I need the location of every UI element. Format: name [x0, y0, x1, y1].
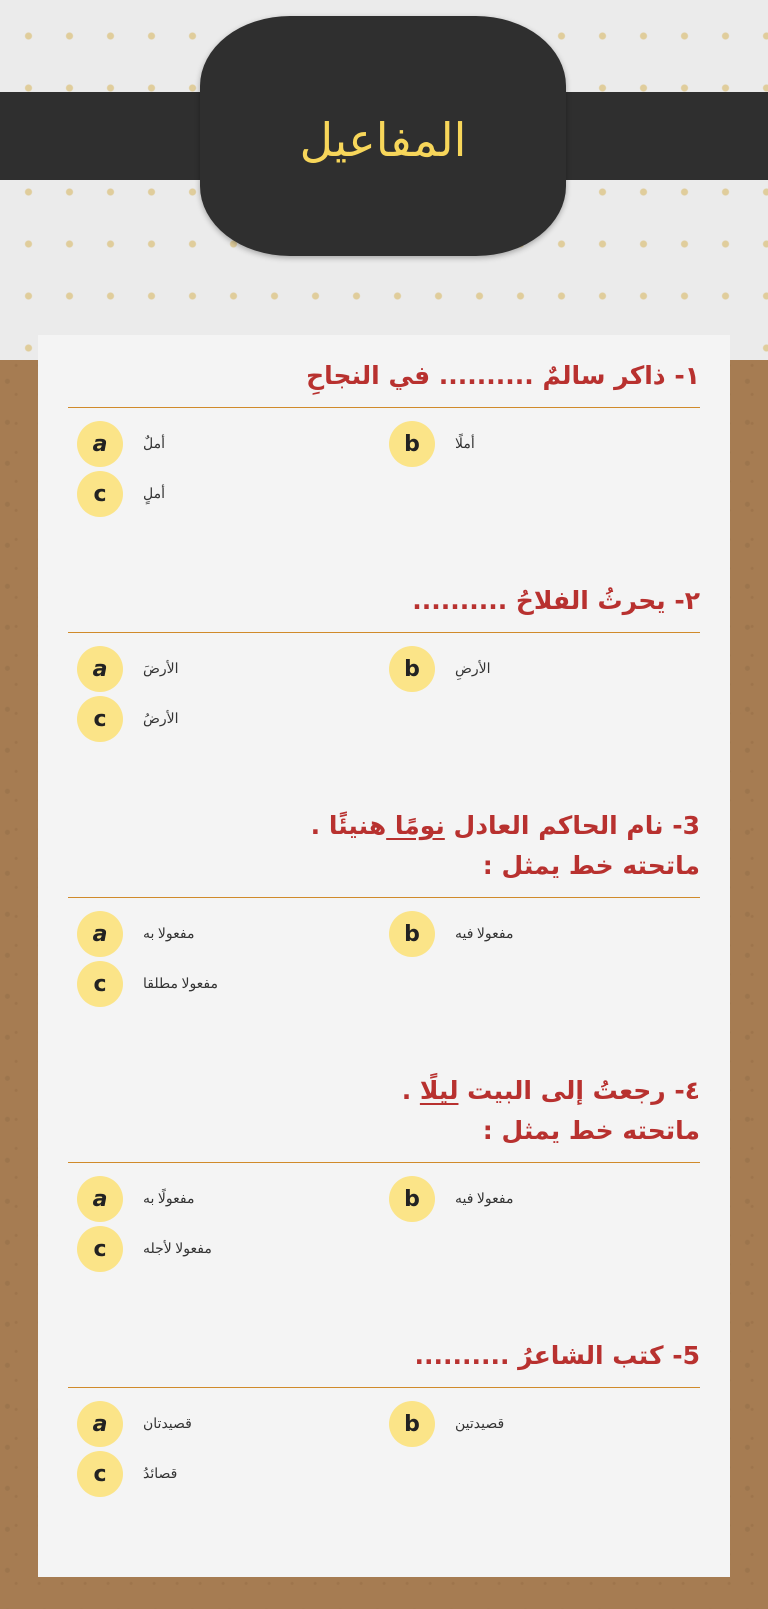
question-subtitle: ماتحته خط يمثل :: [482, 851, 700, 880]
option-a[interactable]: [77, 1401, 389, 1447]
option-c[interactable]: [77, 1226, 389, 1272]
question: [68, 1336, 700, 1497]
option-letter-b: b: [389, 646, 435, 692]
options: [68, 1176, 700, 1272]
option-letter-c: c: [77, 1226, 123, 1272]
option-b[interactable]: [389, 421, 701, 467]
option-letter-c: c: [77, 471, 123, 517]
question: [68, 581, 700, 742]
option-label: مفعولا مطلقا: [143, 976, 219, 992]
option-letter-a: a: [77, 1401, 123, 1447]
options: [68, 1401, 700, 1497]
option-label: الأرضَ: [143, 661, 179, 677]
option-label: قصيدتين: [455, 1416, 505, 1432]
option-label: قصائدُ: [143, 1466, 178, 1482]
underlined-word: ليلًا: [419, 1076, 459, 1105]
question-text-after: .: [401, 1076, 420, 1105]
question-text-before: ٤- رجعتُ إلى البيت: [458, 1076, 700, 1105]
option-a[interactable]: [77, 421, 389, 467]
option-letter-b: b: [389, 1401, 435, 1447]
option-letter-c: c: [77, 696, 123, 742]
option-b[interactable]: [389, 1176, 701, 1222]
question-text-before: ١- ذاكر سالمٌ .......... في النجاحِ: [306, 361, 700, 390]
options: [68, 911, 700, 1007]
options: [68, 646, 700, 742]
question-text-after: هنيئًا .: [310, 811, 387, 840]
question-text: [68, 806, 700, 846]
divider: [68, 632, 700, 633]
question: [68, 806, 700, 1007]
option-c[interactable]: [77, 1451, 389, 1497]
option-a[interactable]: [77, 646, 389, 692]
option-a[interactable]: [77, 1176, 389, 1222]
option-b[interactable]: [389, 646, 701, 692]
option-label: مفعولًا به: [143, 1191, 195, 1207]
divider: [68, 1162, 700, 1163]
divider: [68, 1387, 700, 1388]
option-letter-a: a: [77, 911, 123, 957]
option-label: مفعولا لأجله: [143, 1241, 212, 1257]
option-letter-b: b: [389, 911, 435, 957]
question-text-before: ٢- يحرثُ الفلاحُ ..........: [412, 586, 700, 615]
option-label: أملًا: [455, 436, 475, 452]
option-b[interactable]: [389, 911, 701, 957]
question-text: [68, 581, 700, 621]
option-c[interactable]: [77, 696, 389, 742]
header-banner: [0, 0, 768, 360]
option-label: الأرضُ: [143, 711, 179, 727]
option-label: أملٍ: [143, 486, 165, 502]
divider: [68, 897, 700, 898]
page-title: المفاعيل: [299, 113, 467, 167]
option-letter-c: c: [77, 1451, 123, 1497]
quiz-card: [38, 335, 730, 1577]
question-text: [68, 356, 700, 396]
option-label: قصيدتان: [143, 1416, 192, 1432]
option-letter-a: a: [77, 421, 123, 467]
option-label: مفعولا فيه: [455, 1191, 514, 1207]
option-label: أملٌ: [143, 436, 165, 452]
option-letter-b: b: [389, 1176, 435, 1222]
option-a[interactable]: [77, 911, 389, 957]
option-letter-a: a: [77, 646, 123, 692]
question: [68, 1071, 700, 1272]
underlined-word: نومًا: [386, 811, 445, 840]
option-label: الأرضِ: [455, 661, 491, 677]
options: [68, 421, 700, 517]
question-text-before: 3- نام الحاكم العادل: [444, 811, 700, 840]
option-label: مفعولا به: [143, 926, 195, 942]
question-text-before: 5- كتب الشاعرُ ..........: [414, 1341, 700, 1370]
option-label: مفعولا فيه: [455, 926, 514, 942]
question-subtitle: ماتحته خط يمثل :: [482, 1116, 700, 1145]
question-text: [68, 1071, 700, 1111]
divider: [68, 407, 700, 408]
question-text: [68, 1336, 700, 1376]
option-c[interactable]: [77, 471, 389, 517]
option-b[interactable]: [389, 1401, 701, 1447]
option-letter-c: c: [77, 961, 123, 1007]
option-c[interactable]: [77, 961, 389, 1007]
option-letter-a: a: [77, 1176, 123, 1222]
question: [68, 356, 700, 517]
option-letter-b: b: [389, 421, 435, 467]
